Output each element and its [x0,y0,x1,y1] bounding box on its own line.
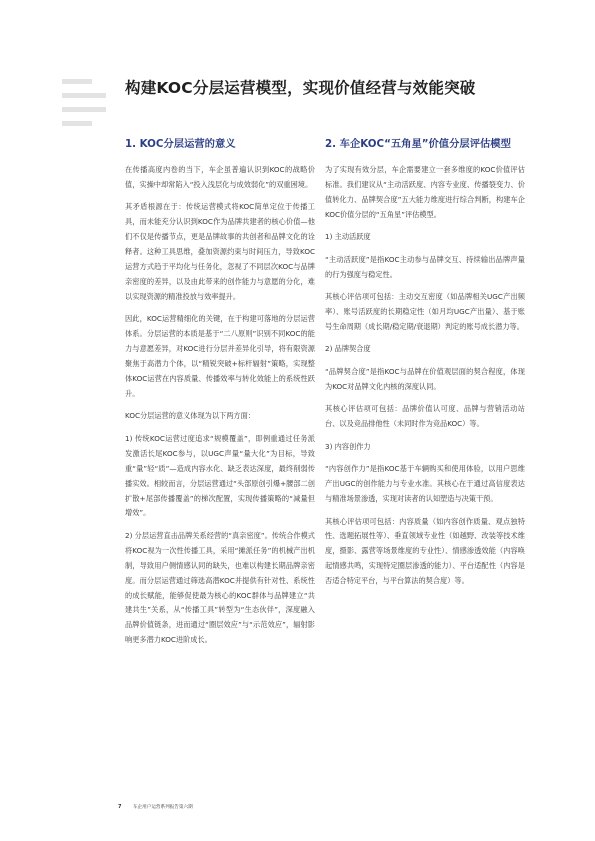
decorative-line [62,121,92,126]
footer-text: 车企用户运营系列报告第六期 [132,805,193,810]
decorative-lines [62,79,106,135]
decorative-line [62,79,92,84]
paragraph: 其矛盾根源在于：传统运营模式将KOC简单定位于传播工具，而未能充分认识到KOC作为品牌共建者的核心价值—他们不仅是传播节点，更是品牌故事的共创者和品牌文化的诠释者。这种工具思维，叠加资源约束与时间压力，导致KOC运营方式趋于平均化与任务化，忽视了不同层次KOC与品牌亲密度的差异，以及由此带来的创作能力与意愿的分化，难以实现资源的精准投放与效率提升。 [125,202,315,301]
page-footer [118,804,193,810]
paragraph: “内容创作力”是指KOC基于车辆购买和使用体验，以用户思维产出UGC的创作能力与专业水准。其核心在于通过高信度表达与精准场景渗透，实现对读者的认知塑造与决策干预。 [325,464,525,504]
page-number: 7 [118,804,122,810]
paragraph: KOC分层运营的意义体现为以下两方面： [125,411,255,421]
section-heading-koc-significance: 1. KOC分层运营的意义 [125,138,236,150]
subheading-active-engagement: 1) 主动活跃度 [325,232,371,242]
paragraph: 其核心评估项可包括：品牌价值认可度、品牌与营销活动站台、以及竞品排他性（未同时作为竞品KOC）等。 [325,404,525,429]
section-heading-star-model: 2. 车企KOC“五角星”价值分层评估模型 [325,138,511,150]
paragraph: 在传播高度内卷的当下，车企虽普遍认识到KOC的战略价值，实操中却常陷入“投入浅层化与成效弱化”的双重困境。 [125,165,315,189]
paragraph: 2) 分层运营直击品牌关系经营的“真亲密度”。传统合作模式将KOC视为一次性传播工具，采用“摊派任务”的机械产出机制，导致用户侧情感认同的缺失，也难以构建长期品牌亲密度。而分层运营通过筛选高潜KOC并提供有针对性、系统性的成长赋能，能够促使最为核心的KOC群体与品牌建立“共建共生”关系，从“传播工具”转型为“生态伙伴”，深度融入品牌价值链条，进而通过“圈层效应”与“示范效应”，辐射影响更多潜力KOC进阶成长。 [125,530,315,645]
paragraph: 其核心评估项可包括：内容质量（如内容创作质量、观点独特性、选题拓展性等）、垂直领域专业性（如越野、改装等技术维度，摄影、露营等场景维度的专业性）、情感渗透效能（内容唤起情感共鸣，实现特定圈层渗透的能力）、平台适配性（内容是否适合特定平台，与平台算法的契合度）等。 [325,516,525,586]
subheading-brand-fit: 2) 品牌契合度 [325,344,371,354]
right-column [325,135,525,597]
paragraph: 为了实现有效分层，车企需要建立一套多维度的KOC价值评估标准。我们建议从“主动活跃度、内容专业度、传播裂变力、价值转化力、品牌契合度”五大能力维度进行综合判断，构建车企KOC价值分层的“五角星”评估模型。 [325,165,525,219]
left-column [125,135,315,656]
paragraph: “主动活跃度”是指KOC主动参与品牌交互、持续输出品牌声量的行为强度与稳定性。 [325,254,525,279]
subheading-content-creation: 3) 内容创作力 [325,441,371,451]
paragraph: 因此，KOC运营精细化的关键，在于构建可落地的分层运营体系。分层运营的本质是基于“二八原则”识别不同KOC的能力与意愿差异，对KOC进行分层并差异化引导，将有限资源聚焦于高潜力个体，以“精锐突破+标杆辐射”策略，实现整体KOC运营在内容质量、传播效率与转化效能上的系统性跃升。 [125,314,315,398]
paragraph: “品牌契合度”是指KOC与品牌在价值观层面的契合程度，体现为KOC对品牌文化内核的深度认同。 [325,366,525,391]
decorative-line [62,93,106,98]
page-title: 构建KOC分层运营模型，实现价值经营与效能突破 [125,79,476,97]
paragraph: 其核心评估项可包括：主动交互密度（如品牌相关UGC产出频率）、账号活跃度的长期稳定性（如月均UGC产出量）、基于账号生命周期（成长期/稳定期/衰退期）判定的账号成长潜力等。 [325,292,525,331]
decorative-line [62,107,106,112]
paragraph: 1) 传统KOC运营过度追求“规模覆盖”，即例重通过任务派发激活长尾KOC参与，以UGC声量“量大化”为目标，导致重“量”轻“质”—造成内容水化、缺乏表达深度，最终削弱传播实效。相较而言，分层运营通过“头部原创引爆+腰部二创扩散+尾部传播覆盖”的梯次配置，实现传播策略的“减量但增效”。 [125,433,315,518]
